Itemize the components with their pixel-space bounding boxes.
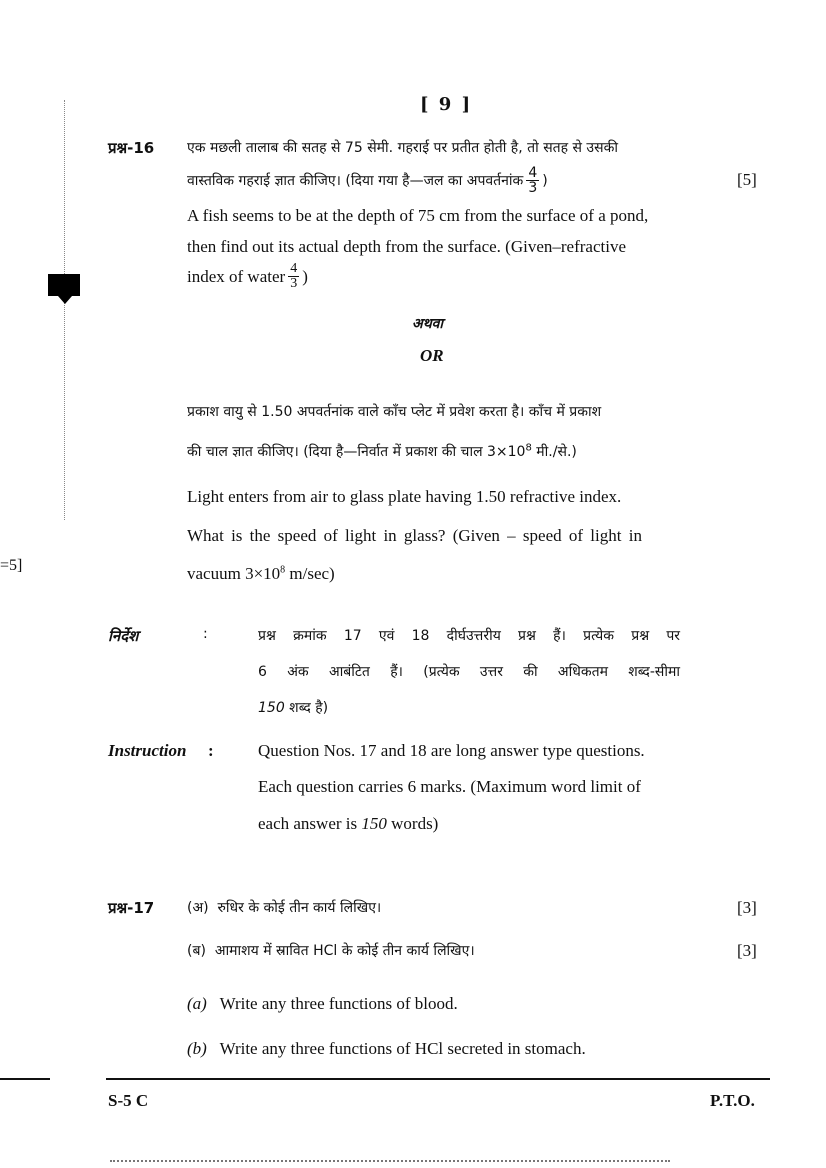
q17-a-english-prefix: (a): [187, 994, 207, 1013]
refractive-index-fraction: [526, 166, 539, 195]
q16-marks: [5]: [737, 170, 757, 189]
instruction-english-line3: [258, 814, 438, 834]
alt-english-line3: [187, 564, 335, 584]
q17-a-hindi: [187, 898, 381, 917]
alt-english-line2: What is the speed of light in glass? (Given – speed of light in: [187, 526, 642, 545]
alt-english-line3-b: m/sec): [285, 564, 335, 583]
alt-english-line1: Light enters from air to glass plate having 1.50 refractive index.: [187, 487, 622, 506]
q17-b-hindi-text: आमाशय में स्रावित HCl के कोई तीन कार्य लिखिए।: [214, 943, 475, 959]
q16-english-line3-text: index of water: [187, 266, 286, 286]
q16-hindi-line1: एक मछली तालाब की सतह से 75 सेमी. गहराई पर प्रतीत होती है, तो सतह से उसकी: [187, 140, 618, 156]
instruction-hindi-colon: :: [203, 626, 208, 642]
q17-b-marks: [3]: [737, 941, 757, 960]
margin-dotted-line: [64, 100, 66, 520]
q17-a-english: [187, 994, 458, 1014]
instruction-hindi-line3-rest: शब्द है): [284, 700, 329, 716]
instruction-english-line1: Question Nos. 17 and 18 are long answer type questions.: [258, 741, 645, 760]
fraction-denominator: 3: [528, 180, 538, 196]
instruction-hindi-label: निर्देश: [108, 627, 139, 645]
instruction-hindi-line3: [258, 698, 328, 717]
q17-a-hindi-text: रुधिर के कोई तीन कार्य लिखिए।: [217, 900, 382, 916]
alt-hindi-line2: [187, 442, 577, 461]
q16-english-line3: [187, 262, 308, 291]
page-number: [ 9 ]: [420, 94, 473, 115]
fraction-denominator-en: 3: [290, 276, 298, 291]
bottom-dotted-line: [110, 1160, 670, 1164]
instruction-english-label: Instruction: [108, 741, 187, 760]
q17-a-marks: [3]: [737, 898, 757, 917]
q17-b-english-text: Write any three functions of HCl secreted in stomach.: [219, 1039, 586, 1058]
close-paren-en: ): [302, 266, 308, 286]
alt-hindi-exponent: 8: [525, 442, 532, 454]
q17-b-english: [187, 1039, 586, 1059]
or-hindi: अथवा: [412, 316, 444, 332]
instruction-hindi-line2: 6 अंक आबंटित हैं। (प्रत्येक उत्तर की अधिकतम शब्द-सीमा: [258, 664, 680, 680]
fraction-numerator: 4: [528, 165, 538, 181]
alt-hindi-line1: प्रकाश वायु से 1.50 अपवर्तनांक वाले काँच प्लेट में प्रवेश करता है। काँच में प्रकाश: [187, 404, 602, 420]
q17-b-hindi-prefix: (ब): [187, 943, 206, 959]
instruction-english-line3-a: each answer is: [258, 814, 362, 833]
alt-english-exponent: 8: [280, 564, 286, 576]
footer-rule: [106, 1078, 770, 1080]
instruction-english-line3-b: words): [386, 814, 439, 833]
alt-english-line3-a: vacuum 3×10: [187, 564, 281, 583]
q17-b-english-prefix: (b): [187, 1039, 207, 1058]
question-16-label: प्रश्न-16: [108, 139, 155, 157]
q17-a-english-text: Write any three functions of blood.: [219, 994, 458, 1013]
q16-english-line1: A fish seems to be at the depth of 75 cm from the surface of a pond,: [187, 206, 649, 225]
instruction-english-word-limit: 150: [361, 814, 387, 833]
instruction-english-line2: Each question carries 6 marks. (Maximum word limit of: [258, 777, 641, 796]
instruction-hindi-word-limit: 150: [258, 700, 285, 716]
q16-hindi-line2-text: वास्तविक गहराई ज्ञात कीजिए। (दिया गया है—जल का अपवर्तनांक: [187, 173, 524, 189]
refractive-index-fraction-en: [288, 262, 299, 291]
binder-mark-tip: [58, 296, 72, 304]
alt-hindi-line2-b: मी./से.): [531, 444, 577, 460]
q17-b-hindi: [187, 941, 475, 960]
footer-rule-left: [0, 1078, 50, 1080]
edge-text-fragment: =5]: [0, 557, 23, 574]
binder-mark: [48, 274, 80, 296]
q16-hindi-line2: [187, 166, 548, 195]
pto-label: P.T.O.: [710, 1091, 755, 1110]
instruction-english-colon: :: [208, 741, 214, 760]
paper-code: S-5 C: [108, 1091, 149, 1110]
question-17-label: प्रश्न-17: [108, 899, 155, 917]
alt-hindi-line2-a: की चाल ज्ञात कीजिए। (दिया है—निर्वात में प्रकाश की चाल 3×10: [187, 444, 526, 460]
q17-a-hindi-prefix: (अ): [187, 900, 209, 916]
q16-english-line2: then find out its actual depth from the surface. (Given–refractive: [187, 237, 626, 256]
or-english: OR: [420, 346, 444, 365]
close-paren: ): [542, 172, 548, 189]
fraction-numerator-en: 4: [290, 261, 298, 276]
instruction-hindi-line1: प्रश्न क्रमांक 17 एवं 18 दीर्घउत्तरीय प्रश्न हैं। प्रत्येक प्रश्न पर: [258, 628, 680, 644]
